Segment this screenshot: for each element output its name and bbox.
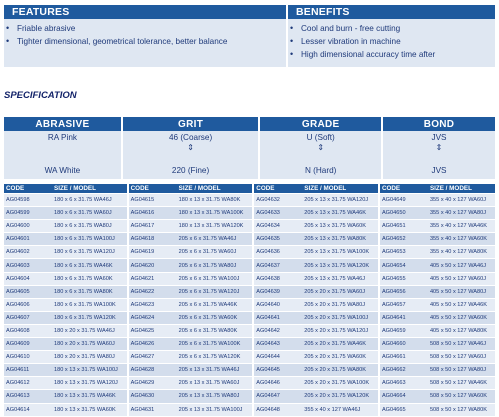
code-cell: AG04606	[4, 298, 52, 311]
size-model-cell: 205 x 20 x 31.75 WA80J	[302, 298, 379, 311]
code-cell: AG04650	[379, 207, 428, 220]
features-title: FEATURES	[4, 5, 286, 19]
size-model-cell: 355 x 40 x 127 WA60J	[428, 194, 495, 207]
size-model-cell: 180 x 13 x 31.75 WA100J	[52, 364, 128, 377]
code-cell: AG04651	[379, 220, 428, 233]
code-cell: AG04655	[379, 272, 428, 285]
code-cell: AG04633	[253, 207, 302, 220]
code-cell: AG04641	[253, 311, 302, 324]
specification-table	[4, 117, 495, 179]
bond-value: JVS	[431, 166, 447, 175]
bullet-icon: •	[290, 36, 294, 46]
size-model-cell: 205 x 6 x 31.75 WA100J	[177, 272, 254, 285]
size-model-cell: 508 x 50 x 127 WA60K	[428, 390, 495, 403]
size-model-cell: 355 x 40 x 127 WA80J	[428, 207, 495, 220]
size-model-cell: 355 x 40 x 127 WA80K	[428, 246, 495, 259]
size-model-cell: 205 x 20 x 31.75 WA120K	[302, 390, 379, 403]
size-model-cell: 355 x 40 x 127 WA46J	[302, 403, 379, 416]
code-cell: AG04619	[128, 246, 177, 259]
code-cell: AG04649	[379, 194, 428, 207]
code-cell: AG04602	[4, 246, 52, 259]
code-cell: AG04600	[4, 220, 52, 233]
size-model-cell: 180 x 6 x 31.75 WA60K	[52, 272, 128, 285]
code-cell: AG04641	[379, 311, 428, 324]
code-cell: AG04640	[253, 298, 302, 311]
spec-header-grade: GRADE	[259, 117, 382, 131]
code-cell: AG04648	[253, 403, 302, 416]
table-row	[4, 259, 495, 272]
size-model-cell: 355 x 40 x 127 WA46K	[428, 220, 495, 233]
size-model-cell: 180 x 6 x 31.75 WA46J	[52, 194, 128, 207]
code-cell: AG04622	[128, 285, 177, 298]
spec-header-abrasive: ABRASIVE	[4, 117, 122, 131]
product-code-table	[4, 184, 495, 417]
size-model-cell: 205 x 13 x 31.75 WA120K	[302, 259, 379, 272]
table-row	[4, 220, 495, 233]
code-cell: AG04653	[379, 246, 428, 259]
size-model-cell: 180 x 6 x 31.75 WA100J	[52, 233, 128, 246]
code-cell: AG04623	[128, 298, 177, 311]
size-model-cell: 508 x 50 x 127 WA46K	[428, 377, 495, 390]
code-cell: AG04608	[4, 324, 52, 337]
code-cell: AG04628	[128, 364, 177, 377]
code-cell: AG04632	[253, 194, 302, 207]
code-cell: AG04612	[4, 377, 52, 390]
benefits-list	[288, 19, 495, 61]
code-cell: AG04598	[4, 194, 52, 207]
size-model-cell: 205 x 20 x 31.75 WA80K	[302, 364, 379, 377]
table-row	[4, 351, 495, 364]
code-cell: AG04626	[128, 338, 177, 351]
code-cell: AG04647	[253, 390, 302, 403]
code-cell: AG04637	[253, 259, 302, 272]
spec-bond-cell	[382, 131, 495, 179]
size-model-cell: 205 x 13 x 31.75 WA80K	[302, 233, 379, 246]
size-model-cell: 205 x 13 x 31.75 WA100J	[177, 403, 254, 416]
grade-value: N (Hard)	[304, 166, 337, 175]
size-model-cell: 205 x 6 x 31.75 WA60J	[177, 246, 254, 259]
grade-value: U (Soft)	[306, 133, 335, 142]
code-cell: AG04646	[253, 377, 302, 390]
size-column-header: SIZE / MODEL	[52, 184, 128, 194]
abrasive-value: RA Pink	[47, 133, 77, 142]
size-column-header: SIZE / MODEL	[177, 184, 254, 194]
code-cell: AG04617	[128, 220, 177, 233]
code-column-header: CODE	[128, 184, 177, 194]
size-model-cell: 405 x 50 x 127 WA60K	[428, 311, 495, 324]
size-model-cell: 205 x 6 x 31.75 WA120K	[177, 351, 254, 364]
grit-value: 220 (Fine)	[171, 166, 210, 175]
code-cell: AG04615	[128, 194, 177, 207]
size-model-cell: 205 x 20 x 31.75 WA120J	[302, 324, 379, 337]
benefits-panel	[288, 5, 495, 67]
code-cell: AG04609	[4, 338, 52, 351]
code-column-header: CODE	[379, 184, 428, 194]
bullet-icon: •	[6, 36, 10, 46]
size-model-cell: 205 x 6 x 31.75 WA46J	[177, 233, 254, 246]
size-model-cell: 405 x 50 x 127 WA46J	[428, 259, 495, 272]
code-table-body	[4, 194, 495, 417]
table-row	[4, 390, 495, 403]
size-model-cell: 205 x 13 x 31.75 WA100K	[302, 246, 379, 259]
features-item: • Tighter dimensional, geometrical tolerance, better balance	[6, 36, 228, 46]
size-model-cell: 205 x 13 x 31.75 WA46J	[302, 272, 379, 285]
size-model-cell: 180 x 13 x 31.75 WA100K	[177, 207, 254, 220]
size-model-cell: 180 x 6 x 31.75 WA60J	[52, 207, 128, 220]
features-list	[4, 19, 286, 48]
size-model-cell: 180 x 13 x 31.75 WA120K	[177, 220, 254, 233]
size-model-cell: 180 x 20 x 31.75 WA46J	[52, 324, 128, 337]
benefits-item: • Lesser vibration in machine	[290, 36, 401, 46]
size-model-cell: 508 x 50 x 127 WA46J	[428, 338, 495, 351]
code-cell: AG04643	[253, 338, 302, 351]
code-cell: AG04634	[253, 220, 302, 233]
size-model-cell: 405 x 50 x 127 WA80J	[428, 285, 495, 298]
code-cell: AG04599	[4, 207, 52, 220]
table-row	[4, 246, 495, 259]
size-model-cell: 205 x 13 x 31.75 WA46K	[302, 207, 379, 220]
size-model-cell: 405 x 50 x 127 WA46K	[428, 298, 495, 311]
code-cell: AG04644	[253, 351, 302, 364]
benefits-item: • Cool and burn - free cutting	[290, 23, 401, 33]
table-row	[4, 194, 495, 207]
spec-body-row	[4, 131, 495, 179]
updown-arrow-icon: ⇕	[187, 143, 194, 152]
size-model-cell: 180 x 13 x 31.75 WA46K	[52, 390, 128, 403]
size-model-cell: 405 x 50 x 127 WA60J	[428, 272, 495, 285]
size-model-cell: 180 x 6 x 31.75 WA80K	[52, 285, 128, 298]
table-row	[4, 285, 495, 298]
features-panel	[4, 5, 286, 67]
code-cell: AG04621	[128, 272, 177, 285]
code-cell: AG04657	[379, 298, 428, 311]
size-model-cell: 205 x 6 x 31.75 WA80K	[177, 324, 254, 337]
code-cell: AG04605	[4, 285, 52, 298]
size-model-cell: 205 x 6 x 31.75 WA60K	[177, 311, 254, 324]
size-model-cell: 205 x 13 x 31.75 WA60J	[177, 377, 254, 390]
size-model-cell: 205 x 6 x 31.75 WA46K	[177, 298, 254, 311]
code-column-header: CODE	[253, 184, 302, 194]
table-row	[4, 298, 495, 311]
table-row	[4, 364, 495, 377]
bond-value: JVS	[431, 133, 447, 142]
table-row	[4, 377, 495, 390]
code-cell: AG04638	[253, 272, 302, 285]
code-cell: AG04630	[128, 390, 177, 403]
code-cell: AG04624	[128, 311, 177, 324]
code-table-header-row	[4, 184, 495, 194]
code-cell: AG04618	[128, 233, 177, 246]
size-model-cell: 205 x 6 x 31.75 WA80J	[177, 259, 254, 272]
size-model-cell: 180 x 6 x 31.75 WA80J	[52, 220, 128, 233]
size-model-cell: 205 x 20 x 31.75 WA100K	[302, 377, 379, 390]
size-model-cell: 508 x 50 x 127 WA80J	[428, 364, 495, 377]
table-row	[4, 403, 495, 416]
size-model-cell: 205 x 13 x 31.75 WA120J	[302, 194, 379, 207]
spec-abrasive-cell	[4, 131, 122, 179]
grit-value: 46 (Coarse)	[168, 133, 213, 142]
bullet-icon: •	[6, 23, 10, 33]
code-cell: AG04642	[253, 324, 302, 337]
size-column-header: SIZE / MODEL	[428, 184, 495, 194]
size-model-cell: 180 x 6 x 31.75 WA120K	[52, 311, 128, 324]
size-model-cell: 180 x 13 x 31.75 WA60K	[52, 403, 128, 416]
size-model-cell: 180 x 6 x 31.75 WA120J	[52, 246, 128, 259]
size-model-cell: 205 x 6 x 31.75 WA100K	[177, 338, 254, 351]
size-model-cell: 180 x 6 x 31.75 WA46K	[52, 259, 128, 272]
code-cell: AG04604	[4, 272, 52, 285]
size-model-cell: 205 x 20 x 31.75 WA46K	[302, 338, 379, 351]
spec-grit-cell	[122, 131, 259, 179]
size-model-cell: 405 x 50 x 127 WA80K	[428, 324, 495, 337]
size-model-cell: 508 x 50 x 127 WA60J	[428, 351, 495, 364]
size-model-cell: 205 x 13 x 31.75 WA80J	[177, 390, 254, 403]
code-cell: AG04656	[379, 285, 428, 298]
code-cell: AG04616	[128, 207, 177, 220]
bullet-icon: •	[290, 49, 294, 59]
code-cell: AG04645	[253, 364, 302, 377]
size-column-header: SIZE / MODEL	[302, 184, 379, 194]
size-model-cell: 205 x 13 x 31.75 WA60K	[302, 220, 379, 233]
code-cell: AG04614	[4, 403, 52, 416]
code-cell: AG04629	[128, 377, 177, 390]
code-cell: AG04611	[4, 364, 52, 377]
code-column-header: CODE	[4, 184, 52, 194]
bullet-icon: •	[290, 23, 294, 33]
size-model-cell: 180 x 13 x 31.75 WA120J	[52, 377, 128, 390]
updown-arrow-icon: ⇕	[435, 143, 443, 152]
size-model-cell: 180 x 6 x 31.75 WA100K	[52, 298, 128, 311]
code-cell: AG04654	[379, 259, 428, 272]
spec-grade-cell	[259, 131, 382, 179]
code-cell: AG04639	[253, 285, 302, 298]
code-cell: AG04660	[379, 338, 428, 351]
spec-header-row	[4, 117, 495, 131]
abrasive-value: WA White	[44, 166, 81, 175]
size-model-cell: 205 x 13 x 31.75 WA46J	[177, 364, 254, 377]
code-cell: AG04601	[4, 233, 52, 246]
code-cell: AG04662	[379, 364, 428, 377]
code-cell: AG04610	[4, 351, 52, 364]
code-cell: AG04613	[4, 390, 52, 403]
code-cell: AG04631	[128, 403, 177, 416]
code-cell: AG04625	[128, 324, 177, 337]
spec-header-bond: BOND	[382, 117, 495, 131]
code-cell: AG04620	[128, 259, 177, 272]
size-model-cell: 355 x 40 x 127 WA60K	[428, 233, 495, 246]
size-model-cell: 180 x 20 x 31.75 WA60J	[52, 338, 128, 351]
code-cell: AG04603	[4, 259, 52, 272]
table-row	[4, 324, 495, 337]
code-cell: AG04665	[379, 403, 428, 416]
table-row	[4, 233, 495, 246]
code-cell: AG04659	[379, 324, 428, 337]
size-model-cell: 180 x 13 x 31.75 WA80K	[177, 194, 254, 207]
code-cell: AG04627	[128, 351, 177, 364]
table-row	[4, 338, 495, 351]
updown-arrow-icon: ⇕	[317, 143, 325, 152]
size-model-cell: 180 x 20 x 31.75 WA80J	[52, 351, 128, 364]
specification-title: SPECIFICATION	[4, 90, 77, 101]
code-cell: AG04636	[253, 246, 302, 259]
benefits-title: BENEFITS	[288, 5, 495, 19]
code-cell: AG04661	[379, 351, 428, 364]
size-model-cell: 508 x 50 x 127 WA80K	[428, 403, 495, 416]
table-row	[4, 207, 495, 220]
code-cell: AG04635	[253, 233, 302, 246]
code-cell: AG04664	[379, 390, 428, 403]
benefits-item: • High dimensional accuracy time after	[290, 49, 436, 59]
size-model-cell: 205 x 6 x 31.75 WA120J	[177, 285, 254, 298]
table-row	[4, 272, 495, 285]
size-model-cell: 205 x 20 x 31.75 WA60J	[302, 285, 379, 298]
code-cell: AG04663	[379, 377, 428, 390]
code-cell: AG04607	[4, 311, 52, 324]
spec-header-grit: GRIT	[122, 117, 259, 131]
features-item: • Friable abrasive	[6, 23, 76, 33]
size-model-cell: 205 x 20 x 31.75 WA100J	[302, 311, 379, 324]
size-model-cell: 205 x 20 x 31.75 WA60K	[302, 351, 379, 364]
table-row	[4, 311, 495, 324]
code-cell: AG04652	[379, 233, 428, 246]
